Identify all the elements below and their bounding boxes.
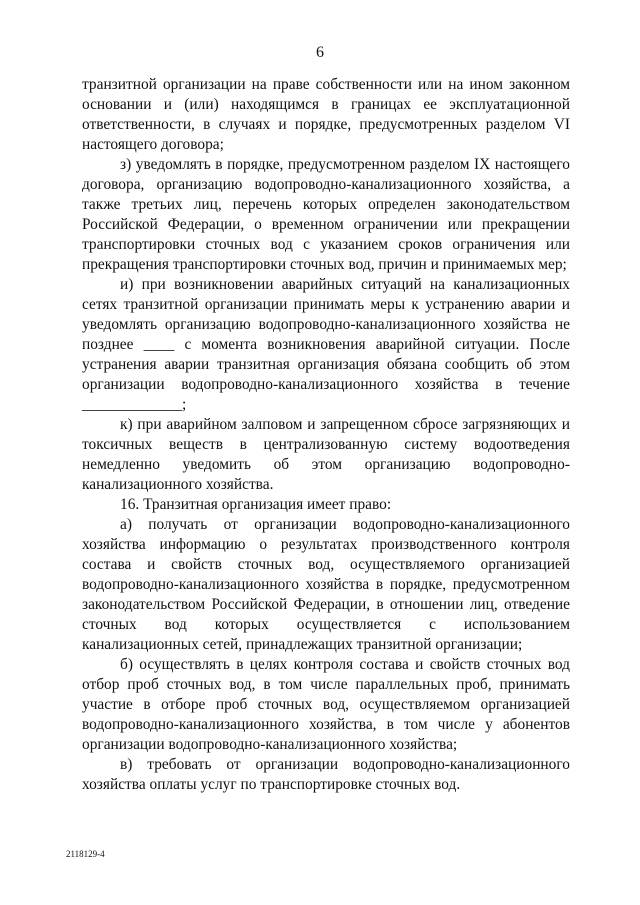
paragraph-item-z: з) уведомлять в порядке, предусмотренном разделом IX настоящего договора, организацию водопроводно-канализационного хозяйства, а также третьих лиц, перечень которых определен законодательством Российской Федерации, о временном ограничении или прекращении транспортировки сточных вод с указанием сроков ограничения или прекращения транспортировки сточных вод, причин и принимаемых мер; xyxy=(82,156,570,273)
paragraph-continuation: транзитной организации на праве собственности или на ином законном основании и (или) находящимся в границах ее эксплуатационной ответственности, в случаях и порядке, предусмотренных разделом VI настоящего договора; xyxy=(82,76,570,153)
paragraph-item-v: в) требовать от организации водопроводно-канализационного хозяйства оплаты услуг по транспортировке сточных вод. xyxy=(82,756,570,793)
document-code: 2118129-4 xyxy=(66,849,105,859)
paragraph-item-b: б) осуществлять в целях контроля состава и свойств сточных вод отбор проб сточных вод, в том числе параллельных проб, принимать участие в отборе проб сточных вод, осуществляемом организацией водопроводно-канализационного хозяйства, в том числе у абонентов организации водопроводно-канализационного хозяйства; xyxy=(82,656,570,753)
document-body xyxy=(82,75,570,795)
paragraph-item-k: к) при аварийном залповом и запрещенном сбросе загрязняющих и токсичных веществ в централизованную систему водоотведения немедленно уведомить об этом организацию водопроводно-канализационного хозяйства. xyxy=(82,416,570,493)
paragraph-item-i: и) при возникновении аварийных ситуаций на канализационных сетях транзитной организации принимать меры к устранению аварии и уведомлять организацию водопроводно-канализационного хозяйства не позднее ____ с момента возникновения аварийной ситуации. После устранения аварии транзитная организация обязана сообщить об этом организации водопроводно-канализационного хозяйства в течение _____________; xyxy=(82,276,570,413)
paragraph-item-a: а) получать от организации водопроводно-канализационного хозяйства информацию о результатах производственного контроля состава и свойств сточных вод, осуществляемого организацией водопроводно-канализационного хозяйства в порядке, предусмотренном законодательством Российской Федерации, в отношении лиц, отведение сточных вод которых осуществляется с использованием канализационных сетей, принадлежащих транзитной организации; xyxy=(82,516,570,653)
page-number: 6 xyxy=(316,44,324,61)
section-16-heading: 16. Транзитная организация имеет право: xyxy=(120,496,392,513)
